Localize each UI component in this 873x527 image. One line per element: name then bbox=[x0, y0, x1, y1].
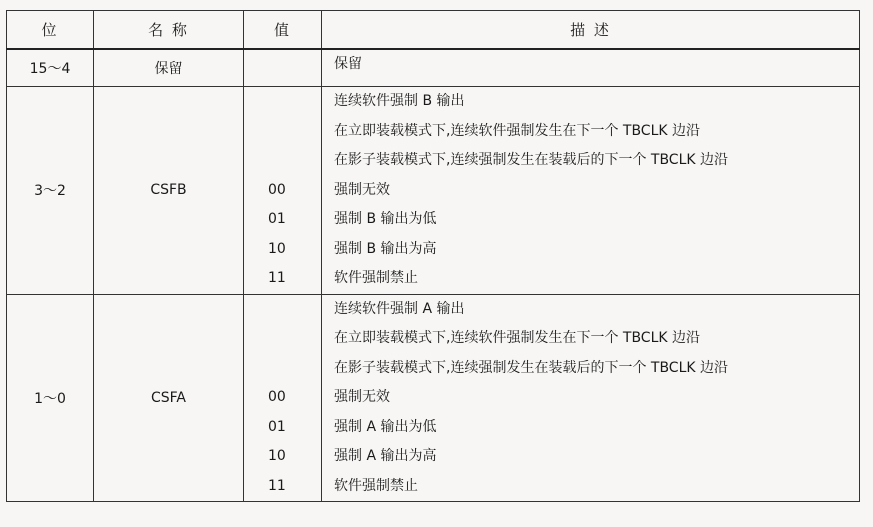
value-line bbox=[268, 146, 321, 176]
description-cell bbox=[322, 87, 860, 295]
description-line: 连续软件强制 B 输出 bbox=[334, 93, 465, 109]
value-line: 00 bbox=[268, 389, 286, 405]
header-value: 值 bbox=[244, 11, 322, 50]
description-line: 连续软件强制 A 输出 bbox=[334, 300, 465, 317]
value-cell bbox=[244, 49, 322, 87]
table-row bbox=[7, 294, 860, 502]
description-cell bbox=[322, 294, 860, 502]
value-line: 11 bbox=[268, 477, 286, 494]
value-line: 00 bbox=[268, 181, 286, 198]
bit-range-cell: 15～4 bbox=[7, 49, 94, 87]
field-name-cell: CSFB bbox=[94, 87, 244, 295]
table-header-row bbox=[7, 11, 860, 50]
value-line bbox=[268, 324, 321, 354]
table-row bbox=[7, 49, 860, 87]
field-name-cell: CSFA bbox=[94, 294, 244, 502]
value-line bbox=[268, 50, 321, 86]
bit-range-cell: 1～0 bbox=[7, 294, 94, 502]
description-line: 强制无效 bbox=[334, 389, 390, 405]
value-cell bbox=[244, 87, 322, 295]
description-line: 强制 A 输出为高 bbox=[334, 448, 437, 464]
value-line bbox=[268, 87, 321, 117]
description-line: 软件强制禁止 bbox=[334, 477, 418, 494]
header-bit: 位 bbox=[7, 11, 94, 50]
table-row bbox=[7, 87, 860, 295]
description-line: 保留 bbox=[334, 56, 362, 72]
value-cell bbox=[244, 294, 322, 502]
description-line: 在立即装载模式下,连续软件强制发生在下一个 TBCLK 边沿 bbox=[334, 122, 701, 139]
register-table bbox=[6, 10, 860, 502]
description-line: 在影子装载模式下,连续强制发生在装载后的下一个 TBCLK 边沿 bbox=[334, 359, 729, 376]
description-line: 在立即装载模式下,连续软件强制发生在下一个 TBCLK 边沿 bbox=[334, 330, 701, 346]
value-line bbox=[268, 295, 321, 325]
header-description: 描 述 bbox=[322, 11, 860, 50]
header-name: 名 称 bbox=[94, 11, 244, 50]
value-line: 11 bbox=[268, 270, 286, 286]
description-line: 软件强制禁止 bbox=[334, 270, 418, 286]
value-line bbox=[268, 354, 321, 384]
description-cell bbox=[322, 49, 860, 87]
description-line: 强制 B 输出为低 bbox=[334, 211, 437, 227]
value-line: 01 bbox=[268, 211, 286, 227]
bit-range-cell: 3～2 bbox=[7, 87, 94, 295]
value-line: 10 bbox=[268, 240, 286, 257]
value-line: 10 bbox=[268, 448, 286, 464]
table-body bbox=[7, 49, 860, 502]
value-line bbox=[268, 117, 321, 147]
description-line: 强制 A 输出为低 bbox=[334, 418, 437, 435]
description-line: 强制无效 bbox=[334, 181, 390, 198]
field-name-cell: 保留 bbox=[94, 49, 244, 87]
description-line: 在影子装载模式下,连续强制发生在装载后的下一个 TBCLK 边沿 bbox=[334, 152, 729, 168]
value-line: 01 bbox=[268, 418, 286, 435]
description-line: 强制 B 输出为高 bbox=[334, 240, 437, 257]
